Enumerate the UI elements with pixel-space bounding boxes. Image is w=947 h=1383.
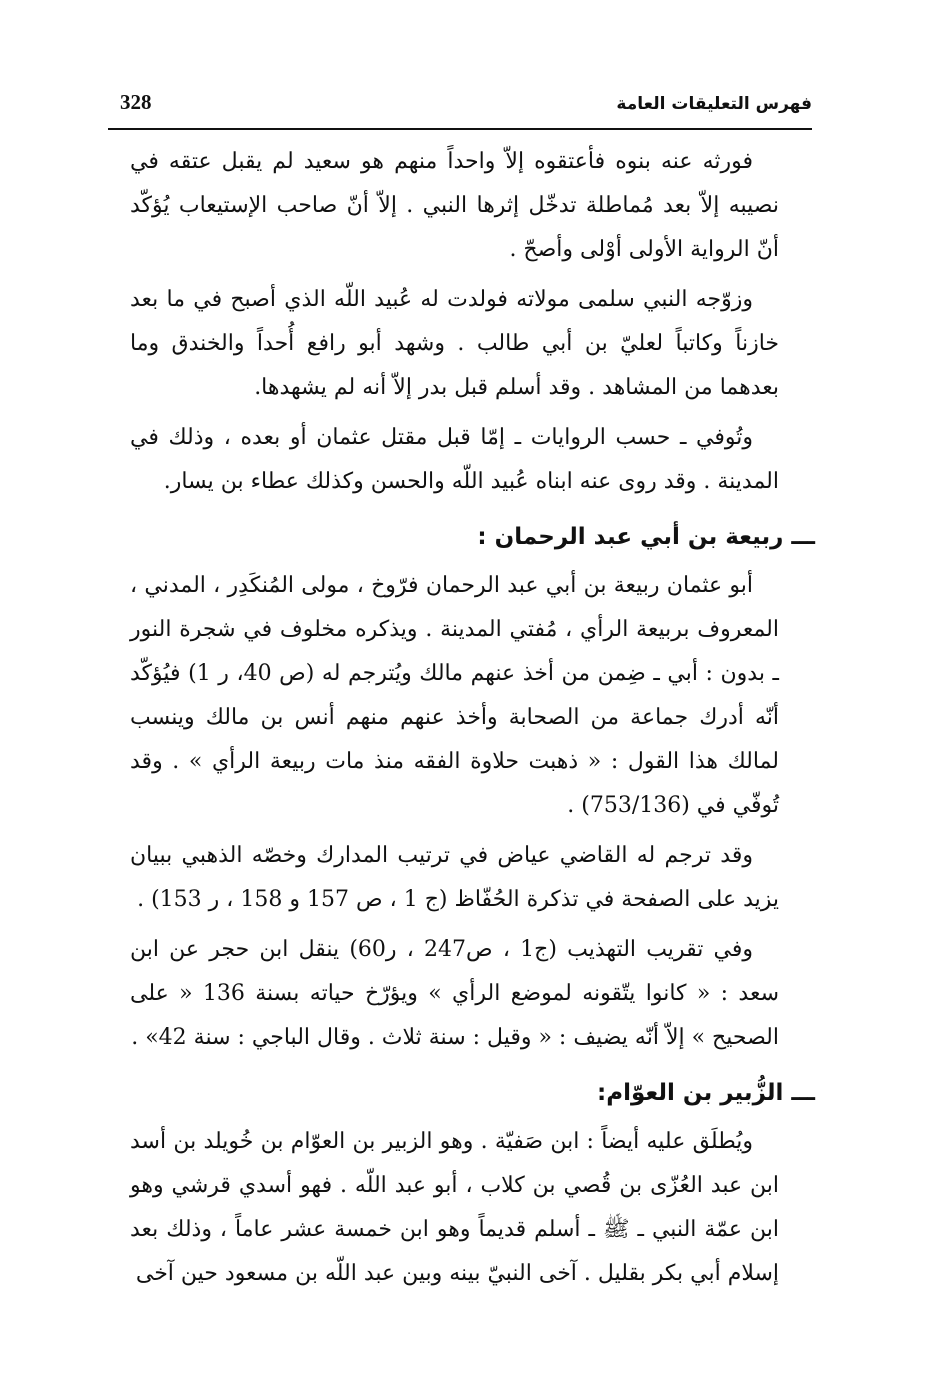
page-number: 328 [120,90,152,114]
section-heading: ـــ الزُّبير بن العوّام: [597,1080,815,1106]
section-heading: ـــ ربيعة بن أبي عبد الرحمان : [477,524,815,550]
paragraph: أبو عثمان ربيعة بن أبي عبد الرحمان فرّوخ ، مولى المُنكَدِر ، المدني ، المعروف بربيعة الرأي ، مُفتي المدينة . ويذكره مخلوف في شجرة النور ـ بدون : أبي ـ ضِمن من أخذ عنهم مالك ويُترجم له (ص 40، ر 1) فيُؤكّد أنّه أدرك جماعة من الصحابة وأخذ عنهم منهم أنس بن مالك وينسب لمالك هذا القول : « ذهبت حلاوة الفقه منذ مات ربيعة الرأي » . وقد تُوفّي في (753/136) . [130,573,779,818]
paragraph: ويُطلَق عليه أيضاً : ابن صَفيّة . وهو الزبير بن العوّام بن خُويلد بن أسد ابن عبد العُزّى بن قُصي بن كلاب ، أبو عبد اللّه . فهو أسدي قرشي وهو ابن عمّة النبي ـ ﷺ ـ أسلم قديماً وهو ابن خمسة عشر عاماً ، وذلك بعد إسلام أبي بكر بقليل . آخى النبيّ بينه وبين عبد اللّه بن مسعود حين آخى [130,1129,779,1286]
page-body [130,140,815,1302]
paragraph: وتُوفي ـ حسب الروايات ـ إمّا قبل مقتل عثمان أو بعده ، وذلك في المدينة . وقد روى عنه ابناه عُبيد اللّه والحسن وكذلك عطاء بن يسار. [130,425,779,494]
paragraph: وفي تقريب التهذيب (ج1 ، ص247 ، ر60) ينقل ابن حجر عن ابن سعد : « كانوا يتّقونه لموضع الرأي » ويؤرّخ حياته بسنة 136 « على الصحيح » إلاّ أنّه يضيف : « وقيل : سنة ثلاث . وقال الباجي : سنة 42» . [130,937,779,1050]
paragraph: وقد ترجم له القاضي عياض في ترتيب المدارك وخصّه الذهبي ببيان يزيد على الصفحة في تذكرة الحُفّاظ (ج 1 ، ص 157 و 158 ، ر 153) . [130,843,779,912]
paragraph: فورثه عنه بنوه فأعتقوه إلاّ واحداً منهم هو سعيد لم يقبل عتقه في نصيبه إلاّ بعد مُماطلة تدخّل إثرها النبي . إلاّ أنّ صاحب الإستيعاب يُؤكّد أنّ الرواية الأولى أوْلى وأصحّ . [130,149,779,262]
running-title: فهرس التعليقات العامة [616,94,812,114]
page-header [108,88,812,130]
paragraph: وزوّجه النبي سلمى مولاته فولدت له عُبيد اللّه الذي أصبح في ما بعد خازناً وكاتباً لعليّ بن أبي طالب . وشهد أبو رافع أُحداً والخندق وما بعدهما من المشاهد . وقد أسلم قبل بدر إلاّ أنه لم يشهدها. [130,287,779,400]
